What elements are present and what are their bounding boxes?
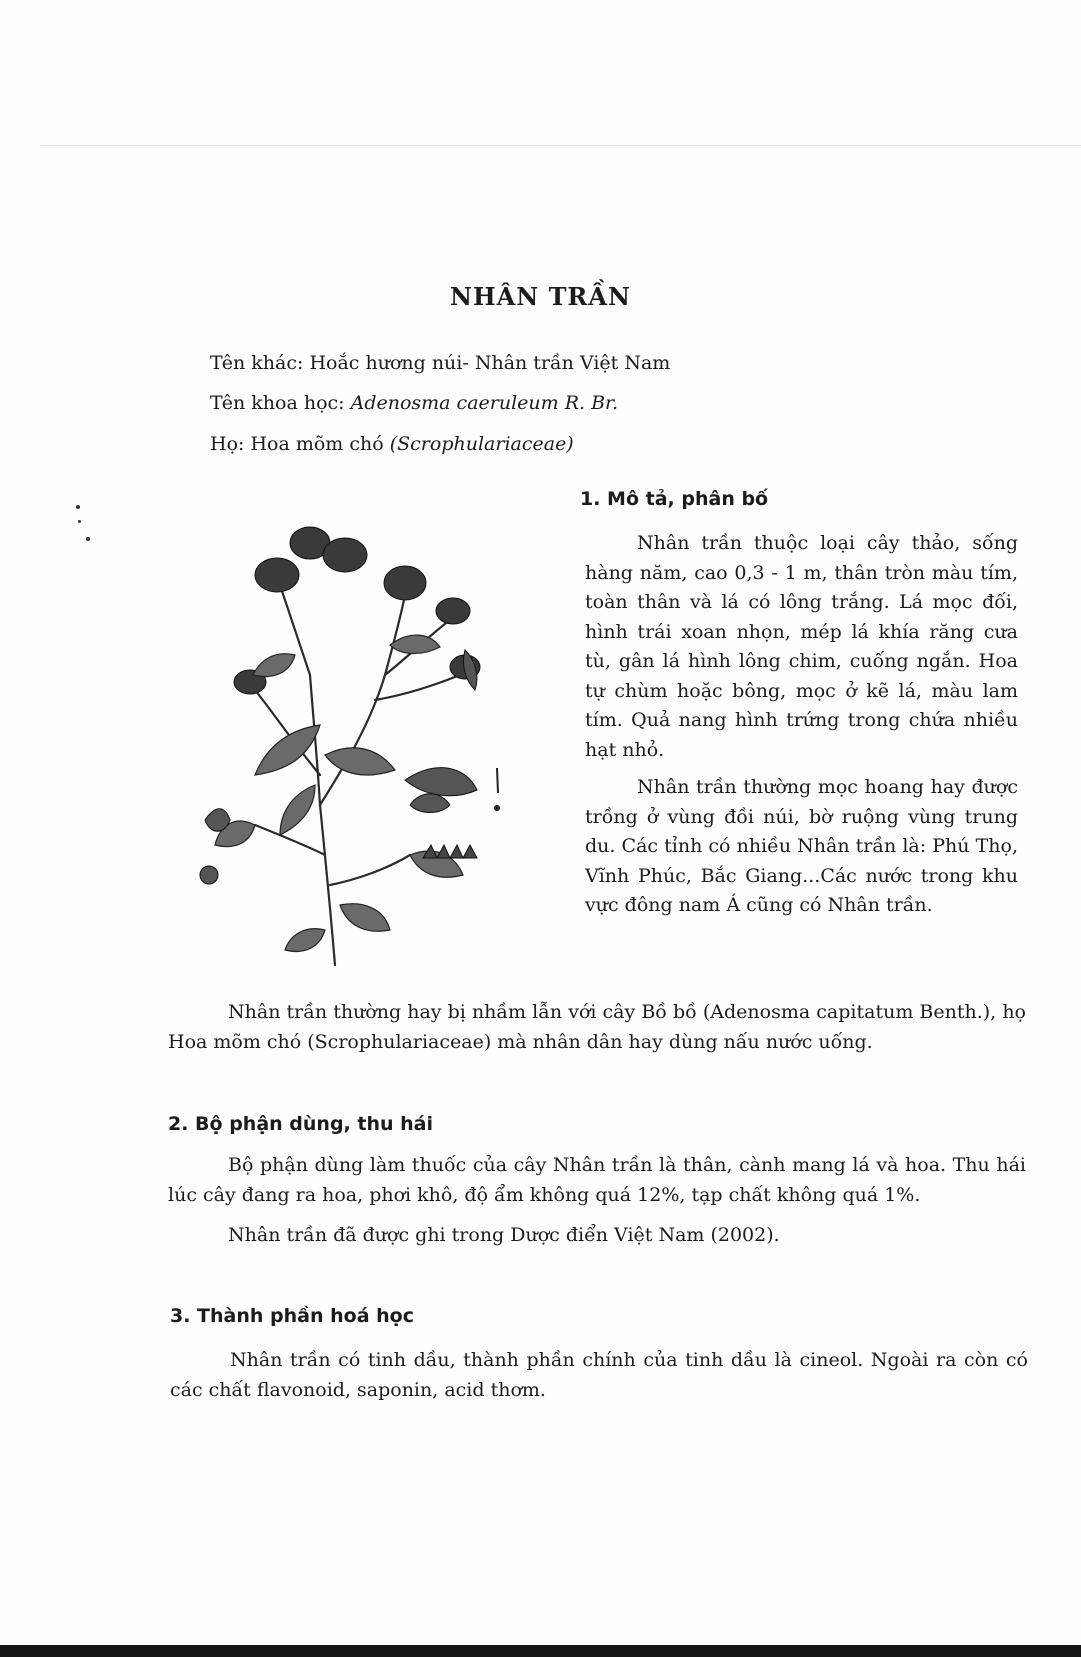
scan-speck	[76, 505, 80, 509]
section-1-paragraph-3-block	[168, 997, 1026, 1057]
scan-speck	[78, 520, 81, 523]
section-1-heading: 1. Mô tả, phân bố	[580, 488, 769, 510]
section-3-paragraph-1: Nhân trần có tinh dầu, thành phần chính của tinh dầu là cineol. Ngoài ra còn có các chất flavonoid, saponin, acid thơm.	[170, 1349, 1028, 1401]
scientific-name-label: Tên khoa học:	[210, 392, 345, 414]
scan-bottom-edge	[0, 1645, 1081, 1657]
family-line	[210, 432, 574, 456]
section-1-paragraph-2: Nhân trần thường mọc hoang hay được trồng ở vùng đồi núi, bờ ruộng vùng trung du. Các tỉnh có nhiều Nhân trần là: Phú Thọ, Vĩnh Phúc, Bắc Giang...Các nước trong khu vực đông nam Á cũng có Nhân trần.	[585, 776, 1018, 916]
section-3-text	[170, 1345, 1028, 1405]
section-3-heading: 3. Thành phần hoá học	[170, 1305, 414, 1327]
page-edge-line	[40, 145, 1081, 146]
plant-illustration	[195, 525, 555, 970]
section-2-heading: 2. Bộ phận dùng, thu hái	[168, 1113, 433, 1135]
other-names-label: Tên khác:	[210, 352, 304, 374]
other-names-line	[210, 351, 670, 375]
section-1-paragraph-3: Nhân trần thường hay bị nhầm lẫn với cây Bồ bồ (Adenosma capitatum Benth.), họ Hoa mõm chó (Scrophulariaceae) mà nhân dân hay dùng nấu nước uống.	[168, 1001, 1026, 1053]
other-names-value: Hoắc hương núi- Nhân trần Việt Nam	[309, 352, 671, 374]
section-2-paragraph-2: Nhân trần đã được ghi trong Dược điển Việt Nam (2002).	[228, 1224, 780, 1246]
scientific-name-line	[210, 391, 618, 415]
family-label: Họ:	[210, 433, 245, 455]
page-title: NHÂN TRẦN	[450, 282, 631, 311]
section-1-paragraph-1: Nhân trần thuộc loại cây thảo, sống hàng năm, cao 0,3 - 1 m, thân tròn màu tím, toàn thân và lá có lông trắng. Lá mọc đối, hình trái xoan nhọn, mép lá khía răng cưa tù, gân lá hình lông chim, cuống ngắn. Hoa tự chùm hoặc bông, mọc ở kẽ lá, màu lam tím. Quả nang hình trứng trong chứa nhiều hạt nhỏ.	[585, 532, 1018, 761]
section-1-column-text	[585, 529, 1018, 921]
family-name: Hoa mõm chó	[250, 433, 384, 455]
scan-speck	[86, 537, 90, 541]
section-2-text	[168, 1150, 1026, 1250]
family-latin-name: (Scrophulariaceae)	[389, 433, 574, 455]
section-2-paragraph-1: Bộ phận dùng làm thuốc của cây Nhân trần là thân, cành mang lá và hoa. Thu hái lúc cây đang ra hoa, phơi khô, độ ẩm không quá 12%, tạp chất không quá 1%.	[168, 1154, 1026, 1206]
scientific-name-value: Adenosma caeruleum R. Br.	[350, 392, 619, 414]
